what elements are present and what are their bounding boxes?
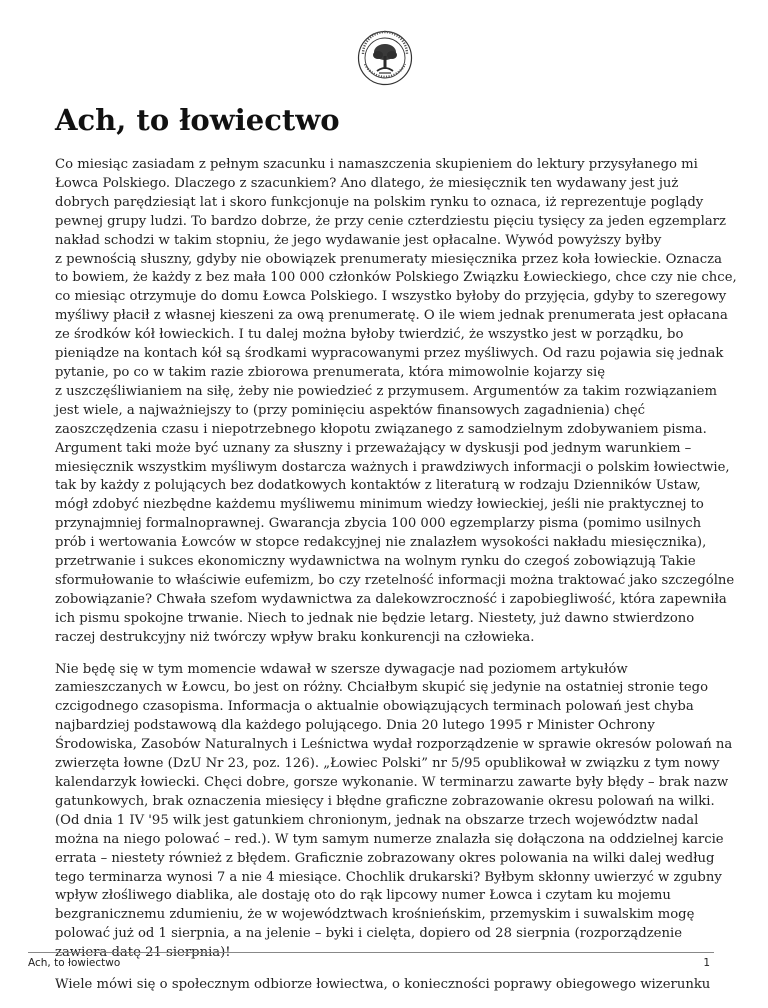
text-line: przetrwanie i sukces ekonomiczny wydawnictwa na wolnym rynku do czegoś zobowiązują Takie [55, 554, 696, 570]
text-line: (Od dnia 1 IV '95 wilk jest gatunkiem chronionym, jednak na obszarze trzech województw nadal [55, 812, 699, 828]
paragraph [55, 976, 715, 995]
text-line: jest wiele, a najważniejszy to (przy pominięciu aspektów finansowych zagadnienia) chęć [55, 402, 646, 418]
association-seal-logo [357, 30, 413, 86]
text-line: Wiele mówi się o społecznym odbiorze łowiectwa, o konieczności poprawy obiegowego wizerunku [55, 977, 711, 993]
text-line: prób i wertowania Łowców w stopce redakcyjnej nie znalazłem wysokości nakładu miesięcznika), [55, 535, 707, 551]
footer-title: Ach, to łowiectwo [28, 957, 121, 969]
text-line: Nie będę się w tym momencie wdawał w szersze dywagacje nad poziomem artykułów [55, 661, 628, 677]
text-line: bezgranicznemu zdumieniu, że w województwach krośnieńskim, przemyskim i suwalskim mogę [55, 907, 695, 923]
footer-divider [28, 952, 714, 953]
text-line: tak by każdy z polujących bez dodatkowych kontaktów z literaturą w rodzaju Dzienników Ustaw, [55, 478, 701, 494]
text-line: tego terminarza wynosi 7 a nie 4 miesiące. Chochlik drukarski? Byłbym skłonny uwierzyć w zgubny [55, 869, 722, 885]
text-line: ze środków kół łowieckich. I tu dalej można byłoby twierdzić, że wszystko jest w porządku, bo [55, 327, 684, 343]
text-line: przynajmniej formalnoprawnej. Gwarancja zbycia 100 000 egzemplarzy pisma (pomimo usilnych [55, 516, 702, 532]
text-line: wpływ złośliwego diablika, ale dostaję oto do rąk lipcowy numer Łowca i czytam ku mojemu [55, 888, 671, 904]
text-line: co miesiąc otrzymuje do domu Łowca Polskiego. I wszystko byłoby do przyjęcia, gdyby to szeregowy [55, 289, 727, 305]
text-line: zaoszczędzenia czasu i niepotrzebnego kłopotu związanego z samodzielnym zdobywaniem pisma. [55, 421, 707, 437]
text-line: Co miesiąc zasiadam z pełnym szacunku i namaszczenia skupieniem do lektury przysyłanego mi [55, 157, 698, 172]
text-line: pytanie, po co w takim razie zbiorowa prenumerata, która mimowolnie kojarzy się [55, 364, 606, 380]
text-line: to bowiem, że każdy z bez mała 100 000 członków Polskiego Związku Łowieckiego, chce czy nie chce, [55, 270, 737, 286]
text-line: z pewnością słuszny, gdyby nie obowiązek prenumeraty miesięcznika przez koła łowieckie. Oznacza [55, 251, 722, 267]
text-line: gatunkowych, brak oznaczenia miesięcy i błędne graficzne zobrazowanie okresu polowań na wilki. [55, 793, 715, 809]
text-line: z uszczęśliwianiem na siłę, żeby nie powiedzieć z przymusem. Argumentów za takim rozwiązaniem [55, 383, 717, 399]
text-line: czcigodnego czasopisma. Informacja o aktualnie obowiązujących terminach polowań jest chyba [55, 699, 694, 715]
text-line: zobowiązanie? Chwała szefom wydawnictwa za dalekowzroczność i zapobiegliwość, która zapewniła [55, 591, 727, 607]
page-number: 1 [703, 957, 710, 969]
text-line: Argument taki może być uznany za słuszny i przeważający w dyskusji pod jednym warunkiem – [55, 440, 692, 456]
paragraph [55, 661, 733, 964]
text-line: sformułowanie to właściwie eufemizm, bo czy rzetelność informacji można traktować jako szczególne [55, 572, 735, 588]
text-line: miesięcznik wszystkim myśliwym dostarcza ważnych i prawdziwych informacji o polskim łowiectwie, [55, 459, 730, 475]
document-title: Ach, to łowiectwo [55, 103, 340, 137]
text-line: mógł zdobyć niezbędne każdemu myśliwemu minimum wiedzy łowieckiej, jeśli nie praktycznej to [55, 497, 704, 513]
text-line: ich pismu spokojne trwanie. Niech to jednak nie będzie letarg. Niestety, już dawno stwierdzono [55, 610, 695, 626]
text-line: errata – niestety również z błędem. Graficznie zobrazowany okres polowania na wilki dalej według [55, 850, 715, 866]
text-line: zamieszczanych w Łowcu, bo jest on różny. Chciałbym skupić się jedynie na ostatniej stronie tego [55, 680, 709, 696]
text-line: raczej destrukcyjny niż twórczy wpływ braku konkurencji na człowieka. [55, 629, 535, 645]
text-line: nakład schodzi w takim stopniu, że jego wydawanie jest opłacalne. Wywód powyższy byłby [55, 232, 662, 248]
text-line: myśliwy płacił z własnej kieszeni za ową prenumeratę. O ile wiem jednak prenumerata jest opłacana [55, 308, 728, 324]
text-line: Łowca Polskiego. Dlaczego z szacunkiem? Ano dlatego, że miesięcznik ten wydawany jest już [55, 175, 679, 191]
text-line: zawiera datę 21 sierpnia)! [55, 945, 231, 961]
text-line: polować już od 1 sierpnia, a na jelenie – byki i cielęta, dopiero od 28 sierpnia (rozporządzenie [55, 926, 682, 942]
text-line: pieniądze na kontach kół są środkami wypracowanymi przez myśliwych. Od razu pojawia się jednak [55, 346, 724, 362]
paragraph [55, 156, 737, 648]
text-line: najbardziej podstawową dla każdego polującego. Dnia 20 lutego 1995 r Minister Ochrony [55, 718, 655, 734]
document-body [55, 156, 737, 1008]
text-line: Środowiska, Zasobów Naturalnych i Leśnictwa wydał rozporządzenie w sprawie okresów polowań na [55, 737, 733, 753]
text-line: pewnej grupy ludzi. To bardzo dobrze, że przy cenie czterdziestu pięciu tysięcy za jeden egzemplarz [55, 213, 726, 229]
text-line: można na niego polować – red.). W tym samym numerze znalazła się dołączona na oddzielnej karcie [55, 831, 724, 847]
text-line: dobrych parędziesiąt lat i skoro funkcjonuje na polskim rynku to oznaca, iż reprezentuje poglądy [55, 194, 704, 210]
text-line: kalendarzyk łowiecki. Chęci dobre, gorsze wykonanie. W terminarzu zawarte były błędy – brak nazw [55, 775, 729, 790]
text-line: zwierzęta łowne (DzU Nr 23, poz. 126). „Łowiec Polski” nr 5/95 opublikował w związku z tym nowy [55, 756, 720, 772]
